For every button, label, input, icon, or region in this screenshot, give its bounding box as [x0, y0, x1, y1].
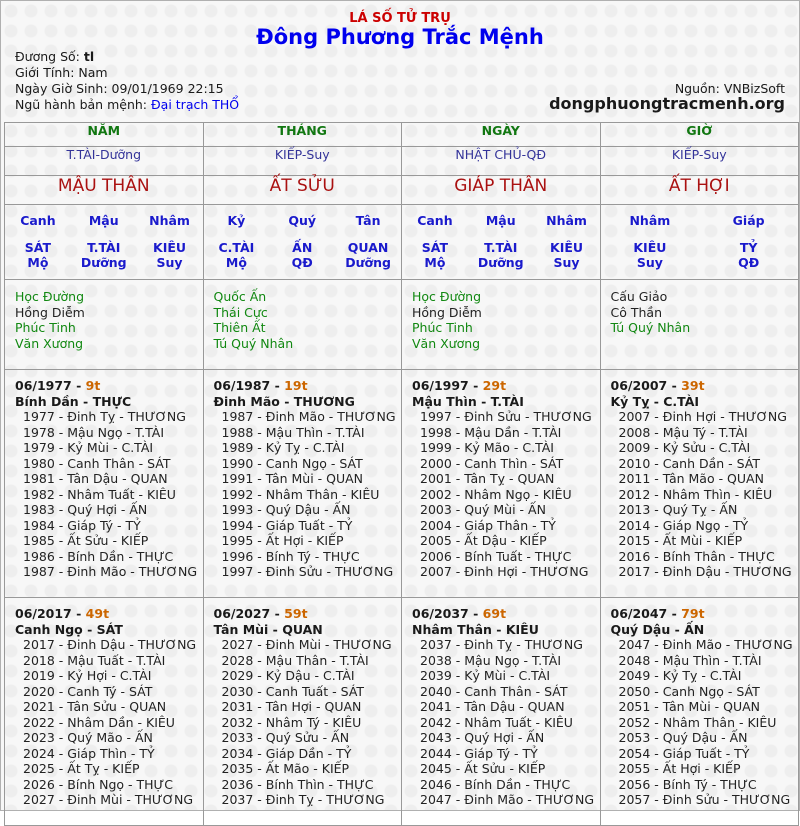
pillar-canchi: ẤT HỢI [600, 176, 799, 205]
star-item: Thái Cực [213, 304, 268, 320]
year-entry: 1992 - Nhâm Thân - KIÊU [221, 486, 380, 502]
year-entry: 1987 - Đinh Mão - THƯƠNG [221, 409, 396, 424]
year-entry: 2045 - Ất Sửu - KIẾP [420, 761, 546, 776]
pillar-role: KIẾP-Suy [203, 147, 402, 176]
year-entry: 2007 - Đinh Hợi - THƯƠNG [420, 564, 589, 579]
stem-god: ẤN [292, 240, 313, 255]
period-dash: - [270, 378, 285, 393]
year-entry: 1990 - Canh Ngọ - SÁT [221, 455, 363, 471]
luck-period-cell [203, 370, 402, 598]
stem-name: Quý [288, 213, 317, 228]
gioi-tinh-value: Nam [78, 65, 108, 80]
year-entry: 2033 - Quý Sửu - ẤN [221, 730, 350, 745]
year-entry: 2012 - Nhâm Thìn - KIÊU [618, 486, 773, 502]
period-head-line [214, 378, 402, 394]
stars-cell [402, 280, 601, 370]
year-entry: 2002 - Nhâm Ngọ - KIÊU [420, 486, 572, 502]
hidden-stem [140, 213, 200, 270]
luck-period-cell [5, 370, 204, 598]
hidden-stems-cell [5, 205, 204, 280]
year-entry: 2025 - Ất Tỵ - KIẾP [23, 761, 140, 776]
period-age: 49t [85, 606, 110, 621]
period-dash: - [270, 606, 285, 621]
period-head-line [611, 378, 799, 394]
period-dash: - [667, 378, 682, 393]
year-entry: 2036 - Bính Thìn - THỰC [221, 776, 374, 792]
ngay-sinh-line [15, 81, 224, 97]
star-item: Quốc Ấn [213, 289, 267, 304]
stem-stage: Dưỡng [477, 255, 524, 270]
pillar-canchi: ẤT SỬU [203, 176, 402, 205]
year-entry: 2050 - Canh Ngọ - SÁT [618, 683, 760, 699]
stem-god: QUAN [347, 240, 389, 255]
stem-stage: Mộ [424, 255, 446, 270]
stem-stage: Suy [636, 255, 663, 270]
pillar-role: KIẾP-Suy [600, 147, 799, 176]
year-entry: 1994 - Giáp Tuất - TỶ [221, 517, 353, 533]
year-entry: 2027 - Đinh Mùi - THƯƠNG [23, 792, 194, 807]
pillar-name: NGÀY [402, 123, 601, 147]
star-item: Cấu Giảo [610, 289, 668, 304]
year-entry: 2023 - Quý Mão - ẤN [23, 730, 153, 745]
year-entry: 1999 - Kỷ Mão - C.TÀI [420, 440, 554, 455]
luck-period-cell [402, 598, 601, 826]
stem-name: Canh [417, 213, 453, 228]
year-entry: 1981 - Tân Dậu - QUAN [23, 471, 168, 486]
star-item: Văn Xương [15, 335, 84, 351]
hidden-stems [601, 205, 799, 270]
year-entry: 2041 - Tân Dậu - QUAN [420, 699, 565, 714]
period-dash: - [667, 606, 682, 621]
year-entry: 2021 - Tân Sửu - QUAN [23, 699, 167, 714]
year-entry: 2048 - Mậu Thìn - T.TÀI [618, 652, 762, 668]
year-entry: 2019 - Kỷ Hợi - C.TÀI [23, 668, 152, 683]
year-entry: 1985 - Ất Sửu - KIẾP [23, 533, 149, 548]
year-entry: 2018 - Mậu Tuất - T.TÀI [23, 652, 166, 668]
year-entry: 2024 - Giáp Thìn - TỶ [23, 745, 155, 761]
period-date: 06/1977 [15, 378, 72, 393]
period-date: 06/2047 [610, 606, 668, 621]
pillar-canchi: GIÁP THÂN [402, 176, 601, 205]
hidden-stem [405, 213, 465, 270]
year-entry: 2009 - Kỷ Sửu - C.TÀI [618, 440, 751, 455]
year-entry: 2039 - Kỷ Mùi - C.TÀI [420, 668, 551, 683]
stem-god: SÁT [421, 240, 449, 255]
year-entry: 2028 - Mậu Thân - T.TÀI [221, 652, 369, 668]
period-age: 29t [482, 378, 507, 393]
year-entry: 2057 - Đinh Sửu - THƯƠNG [618, 792, 791, 807]
year-entry: 1987 - Đinh Mão - THƯƠNG [23, 564, 198, 579]
stem-god: SÁT [24, 240, 52, 255]
period-date: 06/2017 [15, 606, 72, 621]
period-date: 06/1997 [412, 378, 469, 393]
year-entry: 2032 - Nhâm Tý - KIÊU [221, 714, 362, 730]
period-dash: - [71, 606, 86, 621]
stem-stage: Dưỡng [345, 255, 391, 270]
year-entry: 2053 - Quý Dậu - ẤN [618, 730, 748, 745]
star-item: Học Đường [15, 289, 85, 304]
star-item: Tú Quý Nhân [213, 335, 294, 351]
luck-period-cell [402, 370, 601, 598]
year-entry: 2000 - Canh Thìn - SÁT [420, 455, 564, 471]
stem-stage: Mộ [225, 255, 247, 270]
year-entry: 2011 - Tân Mão - QUAN [618, 471, 764, 486]
pillar-name: GIỜ [600, 123, 799, 147]
stem-stage: QĐ [738, 255, 760, 270]
period-stem: Canh Ngọ - SÁT [15, 621, 123, 637]
pillar-name-row [5, 123, 799, 147]
stem-name: Canh [20, 213, 56, 228]
pillar-canchi-row [5, 176, 799, 205]
year-entry: 2027 - Đinh Mùi - THƯƠNG [221, 637, 392, 652]
year-entry: 2051 - Tân Mùi - QUAN [618, 699, 761, 714]
ngay-sinh-value: 09/01/1969 22:15 [111, 81, 224, 96]
year-entry: 1982 - Nhâm Tuất - KIÊU [23, 486, 176, 502]
period-head-line [15, 606, 203, 622]
hidden-stems [204, 205, 402, 270]
period-date: 06/1987 [213, 378, 271, 393]
hidden-stem [272, 213, 332, 270]
luck-row-1 [5, 370, 799, 598]
year-entry: 2020 - Canh Tý - SÁT [23, 683, 153, 699]
duong-so-label: Đương Số: [15, 49, 80, 64]
year-entry: 2056 - Bính Tý - THỰC [618, 776, 757, 792]
period-head-line [412, 378, 600, 394]
year-entry: 2043 - Quý Hợi - ẤN [420, 730, 545, 745]
hidden-stems-row [5, 205, 799, 280]
year-entry: 2013 - Quý Tỵ - ẤN [618, 502, 738, 517]
stem-god: C.TÀI [218, 240, 255, 255]
hidden-stem [338, 213, 398, 270]
year-entry: 1977 - Đinh Tỵ - THƯƠNG [23, 409, 186, 424]
year-entry: 2026 - Bính Ngọ - THỰC [23, 776, 174, 792]
star-item: Học Đường [412, 289, 482, 304]
period-age: 79t [681, 606, 705, 621]
year-entry: 2040 - Canh Thân - SÁT [420, 683, 568, 699]
year-entry: 2014 - Giáp Ngọ - TỶ [618, 517, 749, 533]
year-entry: 1997 - Đinh Sửu - THƯƠNG [420, 409, 592, 424]
hidden-stem [8, 213, 68, 270]
star-item: Tú Quý Nhân [610, 320, 691, 335]
year-entry: 1979 - Kỷ Mùi - C.TÀI [23, 440, 154, 455]
year-entry: 2049 - Kỷ Tỵ - C.TÀI [618, 668, 742, 683]
stem-god: KIÊU [550, 240, 584, 255]
year-entry: 2037 - Đinh Tỵ - THƯƠNG [221, 792, 385, 807]
year-entry: 1980 - Canh Thân - SÁT [23, 455, 171, 471]
year-entry: 1986 - Bính Dần - THỰC [23, 548, 174, 564]
stars-row [5, 280, 799, 370]
year-entry: 2029 - Kỷ Dậu - C.TÀI [221, 668, 355, 683]
ngu-hanh-value: Đại trạch THỔ [150, 97, 240, 112]
period-date: 06/2027 [213, 606, 271, 621]
stem-stage: Suy [156, 255, 183, 270]
ngu-hanh-label: Ngũ hành bản mệnh: [15, 97, 147, 112]
period-stem: Nhâm Thân - KIÊU [412, 621, 539, 637]
stem-name: Kỷ [227, 213, 246, 228]
period-date: 06/2037 [412, 606, 469, 621]
year-entry: 2054 - Giáp Tuất - TỶ [618, 745, 750, 761]
period-head-line [15, 378, 203, 394]
site-link[interactable]: dongphuongtracmenh.org [549, 94, 785, 113]
stem-stage: Dưỡng [80, 255, 127, 270]
year-entry: 2007 - Đinh Hợi - THƯƠNG [618, 409, 787, 424]
hidden-stem [719, 213, 779, 270]
hidden-stem [471, 213, 531, 270]
period-stem: Quý Dậu - ẤN [610, 621, 705, 637]
stem-stage: Suy [553, 255, 580, 270]
stars-cell [203, 280, 402, 370]
hidden-stems [5, 205, 203, 270]
year-entry: 1989 - Kỷ Tỵ - C.TÀI [221, 440, 345, 455]
stem-name: Tân [355, 213, 381, 228]
luck-period-cell [600, 370, 799, 598]
duong-so-value: tl [83, 49, 95, 64]
year-entry: 1988 - Mậu Thìn - T.TÀI [221, 424, 365, 440]
period-stem: Đinh Mão - THƯƠNG [213, 393, 355, 409]
star-item: Phúc Tinh [15, 320, 76, 335]
year-entry: 2015 - Ất Mùi - KIẾP [618, 533, 743, 548]
pillar-role: NHẬT CHỦ-QĐ [402, 147, 601, 176]
page-title: Đông Phương Trắc Mệnh [256, 25, 544, 49]
duong-so-line [15, 49, 94, 65]
year-entry: 2005 - Ất Dậu - KIẾP [420, 533, 547, 548]
subtitle: LÁ SỐ TỬ TRỤ [349, 11, 451, 26]
hidden-stems-cell [600, 205, 799, 280]
year-entry: 2003 - Quý Mùi - ẤN [420, 502, 546, 517]
year-entry: 2001 - Tân Tỵ - QUAN [420, 471, 555, 486]
period-age: 69t [482, 606, 507, 621]
hidden-stems [402, 205, 600, 270]
pillar-name: NĂM [5, 123, 204, 147]
star-item: Văn Xương [412, 335, 481, 351]
stem-name: Nhâm [546, 213, 587, 228]
ngay-sinh-label: Ngày Giờ Sinh: [15, 81, 108, 96]
hidden-stems-cell [402, 205, 601, 280]
period-dash: - [468, 606, 483, 621]
year-entry: 2017 - Đinh Dậu - THƯƠNG [618, 564, 792, 579]
year-entry: 1998 - Mậu Dần - T.TÀI [420, 424, 562, 440]
stem-god: T.TÀI [484, 240, 518, 255]
star-item: Hồng Diễm [412, 304, 482, 320]
year-entry: 2044 - Giáp Tý - TỶ [420, 745, 538, 761]
period-age: 59t [284, 606, 308, 621]
year-entry: 2046 - Bính Dần - THỰC [420, 776, 571, 792]
year-entry: 1993 - Quý Dậu - ẤN [221, 502, 351, 517]
star-item: Hồng Diễm [15, 304, 85, 320]
year-entry: 1983 - Quý Hợi - ẤN [23, 502, 148, 517]
stem-god: T.TÀI [87, 240, 121, 255]
stem-name: Nhâm [149, 213, 190, 228]
period-date: 06/2007 [610, 378, 668, 393]
year-entry: 2038 - Mậu Ngọ - T.TÀI [420, 652, 562, 668]
stem-god: TỶ [739, 240, 758, 255]
pillars-table [4, 122, 799, 826]
pillar-canchi: MẬU THÂN [5, 176, 204, 205]
stem-name: Mậu [88, 213, 119, 228]
year-entry: 2037 - Đinh Tỵ - THƯƠNG [420, 637, 583, 652]
year-entry: 2035 - Ất Mão - KIẾP [221, 761, 350, 776]
period-head-line [611, 606, 799, 622]
star-item: Phúc Tinh [412, 320, 473, 335]
stem-god: KIÊU [153, 240, 187, 255]
period-stem: Kỷ Tỵ - C.TÀI [610, 393, 700, 409]
hidden-stem [206, 213, 266, 270]
year-entry: 1991 - Tân Mùi - QUAN [221, 471, 364, 486]
ngu-hanh-line [15, 97, 239, 113]
year-entry: 2006 - Bính Tuất - THỰC [420, 548, 572, 564]
year-entry: 2031 - Tân Hợi - QUAN [221, 699, 362, 714]
year-entry: 2047 - Đinh Mão - THƯƠNG [420, 792, 595, 807]
gioi-tinh-label: Giới Tính: [15, 65, 75, 80]
period-age: 9t [85, 378, 101, 393]
year-entry: 1984 - Giáp Tý - TỶ [23, 517, 141, 533]
year-entry: 2008 - Mậu Tý - T.TÀI [618, 424, 748, 440]
period-stem: Bính Dần - THỰC [15, 393, 132, 409]
stars-cell [600, 280, 799, 370]
year-entry: 2016 - Bính Thân - THỰC [618, 548, 775, 564]
year-entry: 2034 - Giáp Dần - TỶ [221, 745, 352, 761]
year-entry: 2017 - Đinh Dậu - THƯƠNG [23, 637, 197, 652]
stem-name: Mậu [485, 213, 516, 228]
year-entry: 2030 - Canh Tuất - SÁT [221, 683, 365, 699]
year-entry: 1978 - Mậu Ngọ - T.TÀI [23, 424, 165, 440]
stem-name: Giáp [732, 213, 765, 228]
luck-period-cell [5, 598, 204, 826]
hidden-stem [537, 213, 597, 270]
pillar-role: T.TÀI-Dưỡng [5, 147, 204, 176]
period-age: 19t [284, 378, 308, 393]
stem-name: Nhâm [629, 213, 671, 228]
star-item: Cô Thần [610, 304, 662, 320]
luck-period-cell [203, 598, 402, 826]
year-entry: 2010 - Canh Dần - SÁT [618, 455, 761, 471]
stars-cell [5, 280, 204, 370]
period-dash: - [71, 378, 86, 393]
period-head-line [412, 606, 600, 622]
year-entry: 1997 - Đinh Sửu - THƯƠNG [221, 564, 394, 579]
period-stem: Tân Mùi - QUAN [213, 621, 323, 637]
source-value: VNBizSoft [723, 81, 785, 96]
gioi-tinh-line [15, 65, 108, 81]
year-entry: 1996 - Bính Tý - THỰC [221, 548, 360, 564]
year-entry: 1995 - Ất Hợi - KIẾP [221, 533, 344, 548]
luck-period-cell [600, 598, 799, 826]
period-stem: Mậu Thìn - T.TÀI [412, 393, 524, 409]
stem-stage: Mộ [27, 255, 49, 270]
hidden-stem [620, 213, 680, 270]
period-dash: - [468, 378, 483, 393]
pillar-name: THÁNG [203, 123, 402, 147]
hidden-stem [74, 213, 134, 270]
year-entry: 2052 - Nhâm Thân - KIÊU [618, 714, 777, 730]
year-entry: 2055 - Ất Hợi - KIẾP [618, 761, 741, 776]
period-age: 39t [681, 378, 705, 393]
stem-stage: QĐ [291, 255, 313, 270]
source-label: Nguồn: [674, 81, 720, 96]
year-entry: 2022 - Nhâm Dần - KIÊU [23, 714, 175, 730]
pillar-role-row [5, 147, 799, 176]
luck-row-2 [5, 598, 799, 826]
star-item: Thiên Ất [213, 320, 266, 335]
header [1, 1, 799, 122]
stem-god: KIÊU [633, 240, 667, 255]
year-entry: 2042 - Nhâm Tuất - KIÊU [420, 714, 573, 730]
year-entry: 2047 - Đinh Mão - THƯƠNG [618, 637, 793, 652]
year-entry: 2004 - Giáp Thân - TỶ [420, 517, 556, 533]
hidden-stems-cell [203, 205, 402, 280]
period-head-line [214, 606, 402, 622]
